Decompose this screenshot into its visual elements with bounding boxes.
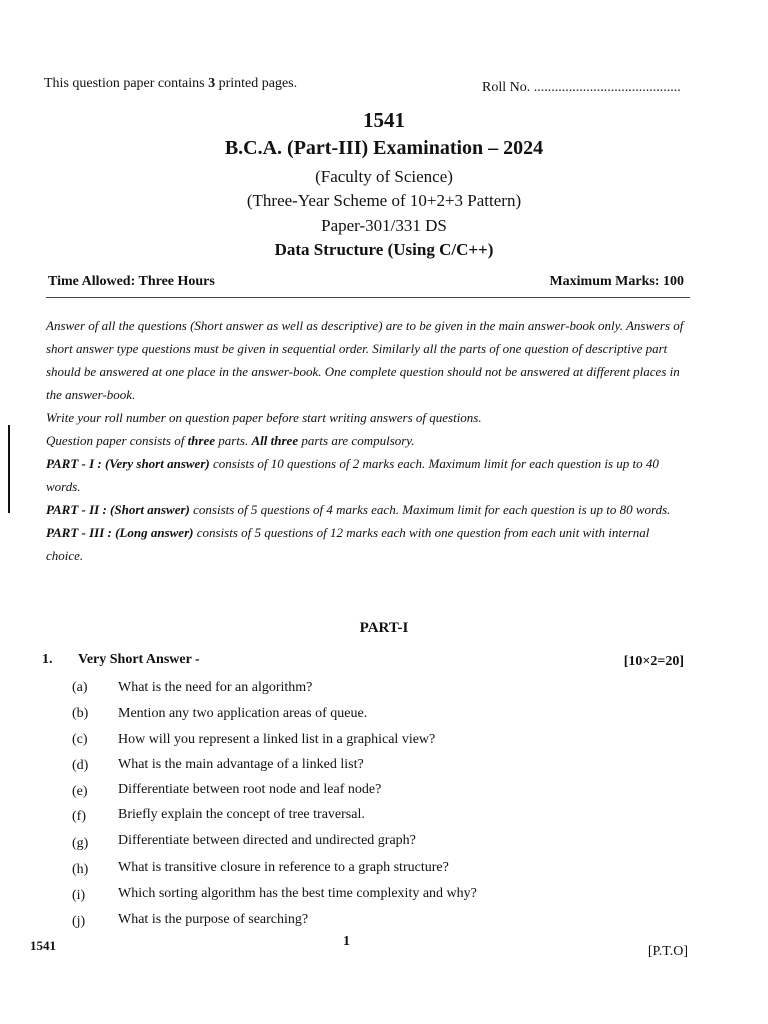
item-letter: (g) bbox=[72, 836, 89, 851]
item-letter: (b) bbox=[72, 706, 89, 721]
page-number: 1 bbox=[343, 934, 350, 949]
item-letter: (d) bbox=[72, 758, 89, 773]
faculty: (Faculty of Science) bbox=[315, 167, 453, 186]
item-text: What is the main advantage of a linked list? bbox=[118, 757, 364, 772]
printed-pages-suffix: printed pages. bbox=[218, 76, 298, 91]
roll-no-field: Roll No. .......................................... bbox=[482, 80, 681, 95]
printed-pages-count: 3 bbox=[208, 76, 216, 91]
printed-pages-prefix: This question paper contains bbox=[44, 76, 205, 91]
instruction-part-1: PART - I : (Very short answer) consists of 10 questions of 2 marks each. Maximum limit for each question is up to 40 words. bbox=[46, 456, 659, 494]
item-letter: (e) bbox=[72, 784, 88, 799]
instruction-part-3: PART - III : (Long answer) consists of 5 questions of 12 marks each with one question from each unit with internal choice. bbox=[46, 525, 650, 563]
item-text: Differentiate between directed and undirected graph? bbox=[118, 833, 416, 848]
item-text: Briefly explain the concept of tree traversal. bbox=[118, 807, 365, 822]
printed-pages-note bbox=[44, 76, 297, 92]
exam-title: B.C.A. (Part-III) Examination – 2024 bbox=[224, 137, 544, 159]
item-text: Mention any two application areas of queue. bbox=[118, 706, 368, 721]
item-letter: (a) bbox=[72, 680, 88, 695]
item-letter: (c) bbox=[72, 732, 88, 747]
header-divider bbox=[46, 297, 690, 298]
please-turn-over: [P.T.O] bbox=[647, 944, 688, 959]
item-text: What is transitive closure in reference to a graph structure? bbox=[118, 860, 449, 875]
item-text: Differentiate between root node and leaf node? bbox=[118, 782, 382, 797]
item-letter: (f) bbox=[72, 809, 86, 824]
item-letter: (h) bbox=[72, 862, 89, 877]
paper-number: Paper-301/331 DS bbox=[321, 216, 447, 235]
paper-code: 1541 bbox=[363, 108, 405, 132]
question-title: Very Short Answer - bbox=[78, 652, 200, 667]
instruction-roll-number: Write your roll number on question paper before start writing answers of questions. bbox=[46, 410, 482, 425]
time-allowed: Time Allowed: Three Hours bbox=[48, 274, 215, 289]
instructions bbox=[46, 314, 686, 567]
item-text: Which sorting algorithm has the best time complexity and why? bbox=[118, 886, 477, 901]
question-number: 1. bbox=[42, 652, 53, 667]
item-letter: (i) bbox=[72, 888, 86, 903]
scheme: (Three-Year Scheme of 10+2+3 Pattern) bbox=[246, 191, 522, 210]
instruction-answer-book: Answer of all the questions (Short answer as well as descriptive) are to be given in the main answer-book only. Answers of short answer type questions must be given in sequential order. Similarly all the parts of one question of descriptive part should be answered at one place in the answer-book. One complete question should not be answered at different places in the answer-book. bbox=[46, 318, 684, 402]
item-text: What is the need for an algorithm? bbox=[118, 680, 313, 695]
maximum-marks: Maximum Marks: 100 bbox=[549, 274, 684, 289]
subject-title: Data Structure (Using C/C++) bbox=[274, 240, 494, 259]
item-text: How will you represent a linked list in a graphical view? bbox=[118, 732, 436, 747]
item-text: What is the purpose of searching? bbox=[118, 912, 309, 927]
margin-pen-mark bbox=[8, 425, 10, 513]
footer-paper-code: 1541 bbox=[30, 938, 56, 953]
question-marks: [10×2=20] bbox=[623, 654, 684, 669]
item-letter: (j) bbox=[72, 914, 86, 929]
instruction-part-2: PART - II : (Short answer) consists of 5 questions of 4 marks each. Maximum limit for each question is up to 80 words. bbox=[46, 502, 671, 517]
instruction-parts: Question paper consists of three parts. All three parts are compulsory. bbox=[46, 433, 415, 448]
part-heading: PART-I bbox=[359, 620, 409, 636]
